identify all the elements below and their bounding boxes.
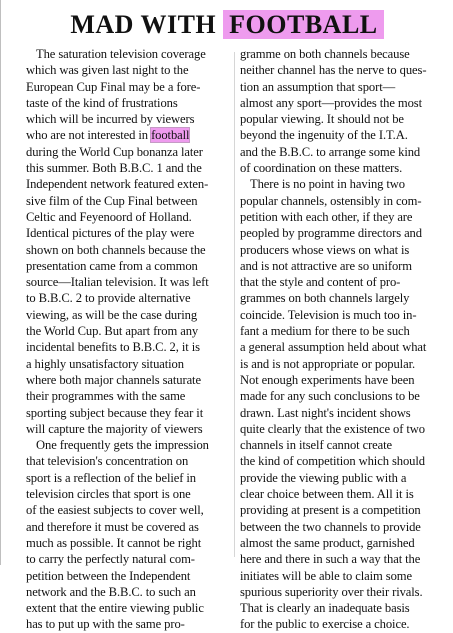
text-line	[26, 470, 231, 486]
text-line	[240, 502, 450, 518]
text-line	[240, 470, 450, 486]
text-run: gramme on both channels because	[240, 47, 410, 61]
text-run: petition between the Independent	[26, 568, 191, 583]
text-line	[26, 421, 231, 437]
text-run: to B.B.C. 2 to provide alternative	[26, 291, 191, 306]
text-line	[26, 551, 231, 567]
text-line	[26, 339, 231, 355]
text-run: incidental benefits to B.B.C. 2, it is	[26, 340, 200, 355]
text-run: here and there in such a way that the	[240, 552, 421, 567]
text-line	[26, 437, 231, 453]
text-run: during the World Cup bonanza later	[26, 144, 203, 159]
text-line	[240, 551, 450, 567]
text-run: that the style and content of pro-	[240, 275, 401, 290]
text-line	[240, 535, 450, 551]
text-run: initiates will be able to claim some	[240, 568, 412, 583]
text-run: taste of the kind of frustrations	[26, 95, 178, 110]
headline	[1, 8, 453, 42]
text-line	[240, 356, 450, 372]
text-line	[26, 584, 231, 600]
text-line	[26, 519, 231, 535]
headline-text: MAD WITH	[70, 10, 224, 39]
text-line	[26, 209, 231, 225]
text-line	[240, 453, 450, 469]
text-run: has to put up with the same pro-	[26, 617, 185, 632]
text-line	[240, 258, 450, 274]
text-line	[240, 307, 450, 323]
text-line	[26, 193, 231, 209]
text-run: almost the same product, garnished	[240, 535, 415, 550]
text-run: that television's concentration on	[26, 454, 189, 469]
text-run: quite clearly that the existence of two	[240, 421, 425, 436]
text-run: made for any such conclusions to be	[240, 389, 420, 404]
text-run: the World Cup. But apart from any	[26, 324, 199, 339]
text-run: There is no point in having two	[250, 177, 405, 192]
text-line	[240, 111, 450, 127]
text-line	[240, 46, 450, 62]
text-line	[240, 225, 450, 241]
text-run: of coordination on these matters.	[240, 161, 403, 176]
article-column-right	[240, 46, 450, 633]
text-run: That is clearly an inadequate basis	[240, 601, 410, 616]
text-run: which will be incurred by viewers	[26, 112, 195, 127]
text-run: sive film of the Cup Final between	[26, 193, 198, 208]
text-line	[240, 405, 450, 421]
text-line	[26, 388, 231, 404]
text-line	[26, 535, 231, 551]
text-line	[240, 584, 450, 600]
text-run: Not enough experiments have been	[240, 372, 415, 387]
text-line	[240, 95, 450, 111]
text-run: popular viewing. It should not be	[240, 112, 404, 127]
text-line	[26, 274, 231, 290]
text-run: providing at present is a competition	[240, 503, 421, 518]
text-run: this summer. Both B.B.C. 1 and the	[26, 161, 202, 176]
text-run: where both major channels saturate	[26, 372, 201, 387]
text-line	[240, 437, 450, 453]
text-line	[26, 258, 231, 274]
text-run: who are not interested in	[26, 128, 152, 143]
text-line	[26, 453, 231, 469]
text-line	[26, 290, 231, 306]
text-line	[240, 274, 450, 290]
text-line	[26, 307, 231, 323]
text-run: and is not attractive are so uniform	[240, 258, 412, 273]
text-run: almost any sport—provides the most	[240, 95, 422, 110]
text-run: grammes on both channels largely	[240, 291, 410, 306]
text-run: source—Italian television. It was left	[26, 275, 209, 290]
text-run: presentation came from a common	[26, 258, 198, 273]
text-line	[240, 160, 450, 176]
text-line	[26, 160, 231, 176]
text-run: One frequently gets the impression	[36, 438, 209, 453]
text-run: drawn. Last night's incident shows	[240, 405, 411, 420]
text-run: a highly unsatisfactory situation	[26, 356, 184, 371]
text-run: clear choice between them. All it is	[240, 487, 414, 502]
text-line	[240, 242, 450, 258]
text-run: and the B.B.C. to arrange some kind	[240, 144, 421, 159]
text-line	[240, 144, 450, 160]
text-run: petition with each other, if they are	[240, 209, 413, 224]
highlighted-word: football	[151, 128, 190, 143]
text-run: Independent network featured exten-	[26, 177, 209, 192]
text-run: for the public to exercise a choice.	[240, 617, 410, 632]
headline-highlight: FOOTBALL	[223, 10, 383, 39]
text-run: which was given last night to the	[26, 63, 189, 78]
text-run: much as possible. It cannot be right	[26, 535, 202, 550]
text-run: is and is not appropriate or popular.	[240, 356, 416, 371]
text-run: viewing, as will be the case during	[26, 307, 198, 322]
text-run: neither channel has the nerve to ques-	[240, 63, 427, 78]
text-run: channels in itself cannot create	[240, 438, 393, 453]
text-line	[26, 46, 231, 62]
text-line	[26, 62, 231, 78]
text-run: popular channels, ostensibly in com-	[240, 193, 422, 208]
text-run: beyond the ingenuity of the I.T.A.	[240, 128, 408, 143]
text-line	[240, 486, 450, 502]
text-run: the kind of competition which should	[240, 454, 425, 469]
text-line	[240, 290, 450, 306]
text-line	[240, 616, 450, 632]
text-line	[240, 62, 450, 78]
text-line	[240, 193, 450, 209]
text-run: The saturation television coverage	[36, 47, 206, 61]
text-line	[26, 616, 231, 632]
text-run: television circles that sport is one	[26, 487, 191, 502]
text-line	[26, 405, 231, 421]
article-column-left	[26, 46, 231, 633]
text-line	[26, 486, 231, 502]
text-line	[240, 323, 450, 339]
text-run: producers whose views on what is	[240, 242, 410, 257]
text-run: fant a medium for there to be such	[240, 324, 410, 339]
text-run: peopled by programme directors and	[240, 226, 422, 241]
text-line	[240, 600, 450, 616]
text-line	[240, 176, 450, 192]
text-line	[240, 209, 450, 225]
text-line	[26, 242, 231, 258]
text-line	[26, 79, 231, 95]
text-line	[240, 127, 450, 143]
text-line	[26, 356, 231, 372]
text-run: provide the viewing public with a	[240, 470, 407, 485]
text-run: Identical pictures of the play were	[26, 226, 195, 241]
text-line	[26, 372, 231, 388]
text-line	[240, 339, 450, 355]
text-line	[240, 388, 450, 404]
text-run: between the two channels to provide	[240, 519, 421, 534]
text-line	[240, 79, 450, 95]
text-run: of the easiest subjects to cover well,	[26, 503, 204, 518]
text-line	[26, 568, 231, 584]
text-run: European Cup Final may be a fore-	[26, 79, 201, 94]
text-run: coincide. Television is much too in-	[240, 307, 417, 322]
text-line	[26, 95, 231, 111]
text-run: and therefore it must be covered as	[26, 519, 199, 534]
text-line	[26, 127, 231, 143]
text-run: extent that the entire viewing public	[26, 601, 204, 616]
text-line	[26, 111, 231, 127]
text-line	[240, 421, 450, 437]
text-run: sporting subject because they fear it	[26, 405, 204, 420]
text-run: will capture the majority of viewers	[26, 421, 203, 436]
text-run: spurious superiority over their rivals.	[240, 584, 423, 599]
text-run: Celtic and Feyenoord of Holland.	[26, 209, 192, 224]
text-line	[240, 519, 450, 535]
text-line	[26, 176, 231, 192]
text-line	[26, 600, 231, 616]
text-line	[240, 568, 450, 584]
text-run: sport is a reflection of the belief in	[26, 470, 197, 485]
text-line	[26, 144, 231, 160]
text-run: their programmes with the same	[26, 389, 186, 404]
text-run: a general assumption held about what	[240, 340, 427, 355]
text-line	[240, 372, 450, 388]
text-run: network and the B.B.C. to such an	[26, 584, 196, 599]
column-divider	[234, 52, 235, 557]
text-run: shown on both channels because the	[26, 242, 206, 257]
text-line	[26, 323, 231, 339]
text-run: to carry the perfectly natural com-	[26, 552, 195, 567]
text-line	[26, 225, 231, 241]
text-run: tion an assumption that sport—	[240, 79, 396, 94]
text-line	[26, 502, 231, 518]
